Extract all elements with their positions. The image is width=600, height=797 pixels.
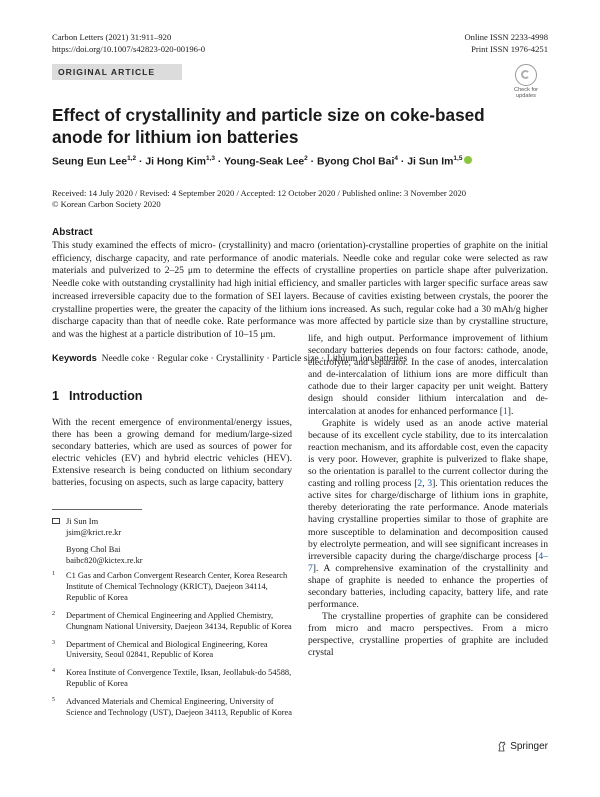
article-type-banner: ORIGINAL ARTICLE	[52, 64, 182, 80]
affiliation-text: C1 Gas and Carbon Convergent Research Center, Korea Research Institute of Chemical Technology (KRICT), Daejeon 34114, Republic of Korea	[66, 571, 288, 602]
affiliation-item	[52, 697, 292, 719]
affiliation-number: 1	[52, 571, 55, 577]
corresponding-authors	[52, 516, 143, 566]
check-updates-line1: Check for	[514, 87, 538, 93]
journal-citation: Carbon Letters (2021) 31:911–920	[52, 32, 172, 42]
copyright-notice: © Korean Carbon Society 2020	[52, 199, 161, 209]
check-updates-line2: updates	[516, 93, 536, 100]
affiliation-text: Korea Institute of Convergence Textile, Iksan, Jeollabuk-do 54588, Republic of Korea	[66, 668, 292, 689]
author-separator: ·	[136, 156, 146, 168]
affiliation-number: 3	[52, 639, 55, 646]
citation-link[interactable]: 3	[427, 478, 433, 490]
author-separator: ·	[307, 156, 317, 168]
affiliation-item	[52, 668, 292, 690]
text-run: life, and high output. Performance improvement of lithium secondary batteries depends on four factors: cathode, anode, electrolyte, and separator. In the case of anodes, intercalation and de-intercalation of lithium ions are more difficult than cathode due to their larger capacity per unit weight. Battery design should consider lithium intercalation and de-intercalation at anodes for enhanced performance [	[308, 333, 548, 417]
affiliation-text: Department of Chemical and Biological Engineering, Korea University, Seoul 02841, Republic of Korea	[66, 639, 268, 660]
citation-link[interactable]: 2	[417, 478, 423, 490]
footnote-divider	[52, 509, 142, 510]
abstract-heading: Abstract	[52, 227, 93, 238]
body-paragraph	[308, 418, 548, 612]
affiliation-item	[52, 611, 292, 633]
affiliation-item	[52, 640, 292, 662]
contact-name: Byong Chol Bai	[66, 545, 121, 554]
history-dates: Received: 14 July 2020 / Revised: 4 September 2020 / Accepted: 12 October 2020 / Published online: 3 November 2020	[52, 188, 467, 198]
author-affiliation-sup: 2	[304, 155, 308, 162]
affiliation-number: 5	[52, 697, 55, 704]
text-run: ].	[507, 405, 514, 417]
check-for-updates-button[interactable]	[506, 64, 546, 100]
contact-email[interactable]: jsim@krict.re.kr	[66, 528, 122, 537]
section-heading	[52, 389, 142, 403]
contact-email[interactable]: baibc820@kictex.re.kr	[66, 556, 143, 565]
body-paragraph	[308, 333, 548, 418]
intro-paragraph: With the recent emergence of environmental/energy issues, there has been a growing demand for medium/large-sized secondary batteries, which are used as sources of power for electric vehicles (EV) and hybrid electric vehicles (HEV). Extensive research is being conducted on lithium secondary batteries, focusing on aspects, such as large capacity, battery	[52, 417, 292, 489]
abstract-text: This study examined the effects of micro- (crystallinity) and macro (orientation)-crystalline properties of graphite on the initial efficiency, discharge capacity, and rate performance of anodic materials. Needle coke and regular coke were selected as raw materials and pulverized to 2–25 μm to determine the effects of crystalline properties on particle shape after pulverization. Needle coke with outstanding crystallinity had high initial efficiency, and smaller particles with larger specific surface areas saw increased irreversible capacity due to the formation of SEI layers. Because of cavities existing between crystals, the poorer the crystalline properties were, the greater the capacity of the lithium ions increased. As such, regular coke had a 30 mAh/g higher discharge capacity than that of needle coke. Rate performance was more affected by particle size than by crystalline structure, and was the highest at a particle distribution of 10–15 μm.	[52, 240, 548, 340]
keywords-list: Needle coke · Regular coke · Crystallinity · Particle size · Lithium ion batteries	[101, 353, 408, 364]
author-affiliation-sup: 1,5	[453, 155, 463, 162]
journal-header	[52, 31, 205, 55]
citation-link[interactable]: 4–7	[308, 550, 548, 574]
affiliation-list	[52, 571, 292, 726]
issn-print: Print ISSN 1976-4251	[471, 44, 548, 54]
affiliation-text: Department of Chemical Engineering and Applied Chemistry, Chungnam National University, Daejeon 34134, Republic of Korea	[66, 610, 292, 631]
publisher-name: Springer	[510, 741, 548, 752]
author-affiliation-sup: 4	[394, 155, 398, 162]
author-separator: ·	[397, 156, 408, 168]
springer-horse-icon	[497, 741, 507, 752]
author-name[interactable]: Ji Sun Im	[407, 156, 454, 168]
author-affiliation-sup: 1,2	[127, 155, 137, 162]
right-column	[308, 333, 548, 660]
body-paragraph: The crystalline properties of graphite can be considered from micro and macro perspectives. From a micro perspective, crystalline properties of graphite are included crystal	[308, 611, 548, 659]
affiliation-text: Advanced Materials and Chemical Engineering, University of Science and Technology (UST), Daejeon 34113, Republic of Korea	[66, 697, 292, 718]
text-run: ,	[422, 478, 428, 490]
citation-link[interactable]: 1	[502, 405, 508, 417]
author-name[interactable]: Byong Chol Bai	[317, 156, 395, 168]
section-number: 1	[52, 389, 60, 403]
left-column	[52, 417, 292, 490]
text-run: ]. A comprehensive examination of the crystallinity and shape of graphite is needed to enhance the properties of secondary batteries, including capacity, battery life, and rate performance.	[308, 562, 548, 611]
affiliation-number: 2	[52, 610, 55, 617]
keywords-label: Keywords	[52, 352, 97, 363]
check-updates-icon	[515, 64, 537, 86]
author-name[interactable]: Seung Eun Lee	[52, 156, 128, 168]
author-separator: ·	[215, 156, 225, 168]
envelope-icon	[52, 518, 60, 524]
affiliation-item	[52, 571, 292, 604]
issn-online: Online ISSN 2233-4998	[464, 32, 548, 42]
affiliation-number: 4	[52, 668, 55, 675]
text-run: ]. This orientation reduces the active sites for charge/discharge of lithium ions in graphite, thereby deteriorating the rate performance. Anode materials having crystalline properties similar to those of graphite are more susceptible to delamination and decomposition caused by electrolyte permeation, and will see significant increases in irreversible capacity during the charge/discharge process [	[308, 478, 548, 562]
publisher-footer	[497, 741, 548, 752]
author-affiliation-sup: 1,3	[205, 155, 216, 162]
text-run: Graphite is widely used as an anode active material because of its excellent cycle stability, due to its intercalation reaction mechanism, and its affordable cost, even the capacity is very poor. However, graphite is pulverized to flake shape, so the orientation is parallel to the current collector during the casting and rolling process [	[308, 417, 548, 490]
orcid-icon[interactable]	[464, 156, 472, 164]
issn-header	[464, 31, 548, 55]
article-dates	[52, 188, 466, 210]
author-name[interactable]: Ji Hong Kim	[145, 156, 206, 168]
doi-link[interactable]: https://doi.org/10.1007/s42823-020-00196-0	[52, 44, 206, 54]
section-title: Introduction	[69, 389, 143, 403]
contact-name: Ji Sun Im	[66, 517, 99, 526]
article-title: Effect of crystallinity and particle size on coke-based anode for lithium ion batteries	[52, 105, 485, 147]
author-name[interactable]: Young-Seak Lee	[224, 156, 305, 168]
author-list	[52, 155, 472, 167]
